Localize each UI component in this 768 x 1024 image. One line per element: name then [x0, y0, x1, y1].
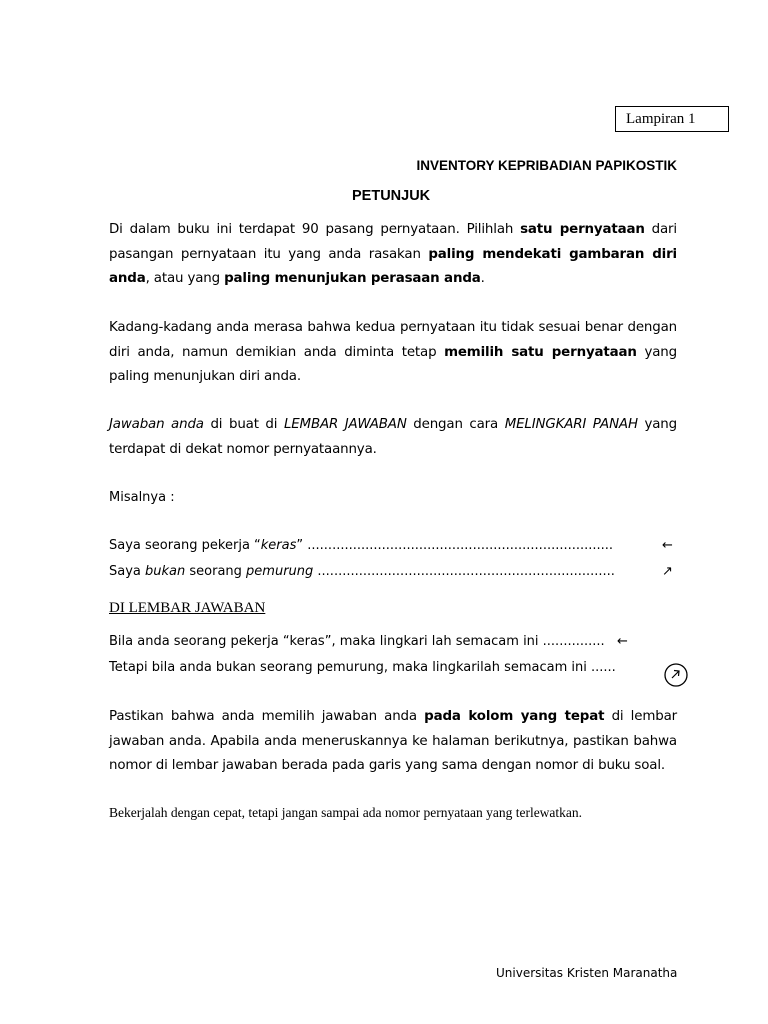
- ex1-italic-b: keras: [260, 538, 297, 553]
- p1-text-g: .: [480, 271, 485, 286]
- ex1-text-c: ” ..........................................................................: [296, 538, 614, 553]
- circled-arrow-icon: [664, 663, 688, 687]
- p4-text-a: Pastikan bahwa anda memilih jawaban anda: [109, 709, 425, 724]
- left-arrow-icon-2: ←: [617, 634, 628, 649]
- p4-bold-b: pada kolom yang tepat: [424, 709, 605, 724]
- p3-italic-e: MELINGKARI PANAH: [504, 417, 638, 432]
- document-subtitle: PETUNJUK: [352, 188, 431, 204]
- p3-text-d: dengan cara: [406, 417, 505, 432]
- left-arrow-icon: ←: [662, 538, 673, 553]
- footer-institution: Universitas Kristen Maranatha: [496, 966, 678, 980]
- document-title: INVENTORY KEPRIBADIAN PAPIKOSTIK: [416, 158, 677, 173]
- closing-note: Bekerjalah dengan cepat, tetapi jangan sampai ada nomor pernyataan yang terlewatkan.: [109, 805, 583, 820]
- paragraph-verify: [109, 705, 677, 779]
- p1-text-c: dari pasangan pernyataan itu yang anda rasakan: [109, 222, 677, 262]
- paragraph-answer-method: [109, 413, 677, 462]
- section-heading: DI LEMBAR JAWABAN: [109, 600, 266, 616]
- example-line-1: [109, 538, 613, 553]
- p2-text-c: yang paling menunjukan diri anda.: [109, 344, 677, 384]
- up-right-arrow-icon: ↗: [662, 564, 673, 579]
- p3-italic-c: LEMBAR JAWABAN: [283, 417, 407, 432]
- answer-line-1: Bila anda seorang pekerja “keras”, maka lingkari lah semacam ini ...............: [109, 634, 605, 649]
- ex2-italic-b: bukan: [145, 564, 186, 579]
- p1-text-e: , atau yang: [145, 271, 225, 286]
- p2-bold-b: memilih satu pernyataan: [444, 344, 637, 360]
- answer-line-2: Tetapi bila anda bukan seorang pemurung, maka lingkarilah semacam ini ......: [109, 660, 616, 675]
- p1-bold-d: paling mendekati gambaran diri anda: [109, 246, 677, 286]
- ex2-text-a: Saya: [109, 564, 146, 579]
- lampiran-label: Lampiran 1: [626, 110, 696, 127]
- p1-bold-f: paling menunjukan perasaan anda: [224, 271, 481, 286]
- paragraph-instructions: [109, 218, 677, 292]
- p1-text-a: Di dalam buku ini terdapat 90 pasang pernyataan. Pilihlah: [109, 222, 521, 237]
- ex1-text-a: Saya seorang pekerja “: [109, 538, 261, 553]
- ex2-italic-d: pemurung: [246, 564, 314, 579]
- ex2-text-e: ........................................................................: [313, 564, 615, 579]
- p1-bold-b: satu pernyataan: [520, 222, 645, 237]
- example-line-2: [109, 564, 615, 579]
- p3-text-f: yang terdapat di dekat nomor pernyataannya.: [109, 417, 677, 457]
- p4-text-c: di lembar jawaban anda. Apabila anda meneruskannya ke halaman berikutnya, pastikan bahwa nomor di lembar jawaban berada pada garis yang sama dengan nomor di buku soal.: [109, 709, 677, 773]
- p2-text-a: Kadang-kadang anda merasa bahwa kedua pernyataan itu tidak sesuai benar dengan diri anda, namun demikian anda diminta tetap: [109, 320, 677, 360]
- paragraph-choice: [109, 316, 677, 390]
- p3-italic-a: Jawaban anda: [109, 417, 204, 432]
- lampiran-box: [615, 106, 729, 132]
- p3-text-b: di buat di: [203, 417, 284, 432]
- misalnya-label: Misalnya :: [109, 490, 175, 505]
- ex2-text-c: seorang: [185, 564, 247, 579]
